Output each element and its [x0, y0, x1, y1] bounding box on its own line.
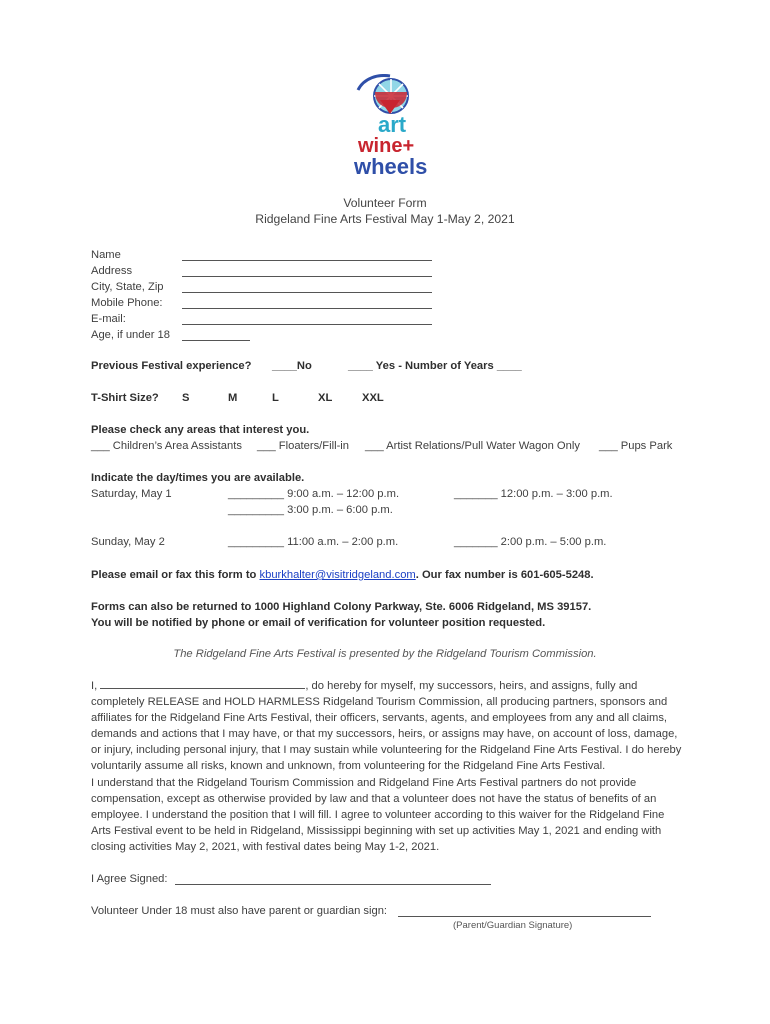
area-floaters[interactable]: ___ Floaters/Fill-in — [257, 440, 350, 452]
sunday-slot-afternoon[interactable]: _______ 2:00 p.m. – 5:00 p.m. — [454, 536, 607, 548]
mobile-field[interactable] — [182, 308, 432, 309]
area-pups-park[interactable]: ___ Pups Park — [599, 440, 673, 452]
address-label: Address — [91, 265, 133, 277]
presented-by: The Ridgeland Fine Arts Festival is presented by the Ridgeland Tourism Commission. — [173, 648, 597, 660]
form-subtitle: Ridgeland Fine Arts Festival May 1-May 2, 2021 — [255, 212, 515, 226]
email-field[interactable] — [182, 324, 432, 325]
return-address-line: Forms can also be returned to 1000 Highland Colony Parkway, Ste. 6006 Ridgeland, MS 39157. — [91, 601, 592, 613]
guardian-signature-caption: (Parent/Guardian Signature) — [453, 920, 573, 931]
address-field[interactable] — [182, 276, 432, 277]
waiver-paragraph-1: , do hereby for myself, my successors, heirs, and assigns, fully and completely RELEASE and HOLD HARMLESS Ridgeland Tourism Commission, all producing partners, sponsors and affiliates for the Ridgeland Fine Arts Festival, their officers, servants, agents, and employees from any and all claims, demands and actions that I may have, or that my successors, heirs, or assigns may have, on account of loss, damage, or injury, including personal injury, that I may sustain while volunteering for the Ridgeland Fine Arts Festival. I do hereby voluntarily assume all risks, known and unknown, from volunteering for the Ridgeland Fine Arts Festival. — [91, 680, 682, 773]
email-label: E-mail: — [91, 313, 126, 325]
wheel-graphic — [358, 76, 408, 114]
waiver-text — [91, 678, 683, 855]
experience-yes-option[interactable]: ____ Yes - Number of Years ____ — [348, 360, 522, 372]
sunday-slot-morning[interactable]: _________ 11:00 a.m. – 2:00 p.m. — [228, 536, 399, 548]
waiver-name-blank[interactable] — [100, 678, 305, 689]
form-title: Volunteer Form — [343, 196, 427, 210]
art-wine-wheels-logo — [350, 74, 430, 178]
contact-pre: Please email or fax this form to — [91, 569, 260, 581]
sunday-label: Sunday, May 2 — [91, 536, 165, 548]
saturday-slot-afternoon[interactable]: _________ 3:00 p.m. – 6:00 p.m. — [228, 504, 393, 516]
saturday-label: Saturday, May 1 — [91, 488, 172, 500]
area-artist-relations[interactable]: ___ Artist Relations/Pull Water Wagon Only — [365, 440, 580, 452]
name-label: Name — [91, 249, 121, 261]
city-field[interactable] — [182, 292, 432, 293]
agree-signed-label: I Agree Signed: — [91, 873, 168, 885]
contact-line — [91, 568, 594, 582]
logo-word-art: art — [378, 112, 407, 137]
tshirt-size-l[interactable]: L — [272, 392, 279, 404]
city-label: City, State, Zip — [91, 281, 164, 293]
waiver-paragraph-2: I understand that the Ridgeland Tourism Commission and Ridgeland Fine Arts Festival partners do not provide compensation, except as otherwise provided by law and that a volunteer does not have the status of benefits of an employee. I understand the position that I will fill. I agree to volunteer according to this waiver for the Ridgeland Fine Arts Festival event to be held in Ridgeland, Mississippi beginning with set up activities May 1, 2021 and ending with closing activities May 2, 2021, with festival dates being May 1-2, 2021. — [91, 776, 665, 853]
area-childrens[interactable]: ___ Children’s Area Assistants — [91, 440, 242, 452]
notification-line: You will be notified by phone or email of verification for volunteer position requested. — [91, 617, 546, 629]
tshirt-label: T-Shirt Size? — [91, 392, 159, 404]
tshirt-size-xxl[interactable]: XXL — [362, 392, 384, 404]
experience-label: Previous Festival experience? — [91, 360, 252, 372]
logo-word-wheels: wheels — [354, 154, 428, 178]
tshirt-size-s[interactable]: S — [182, 392, 190, 404]
saturday-slot-midday[interactable]: _______ 12:00 p.m. – 3:00 p.m. — [454, 488, 613, 500]
age-label: Age, if under 18 — [91, 329, 170, 341]
tshirt-size-xl[interactable]: XL — [318, 392, 333, 404]
tshirt-size-m[interactable]: M — [228, 392, 238, 404]
experience-no-option[interactable]: ____No — [272, 360, 312, 372]
availability-heading: Indicate the day/times you are available. — [91, 472, 305, 484]
name-field[interactable] — [182, 260, 432, 261]
age-field[interactable] — [182, 340, 250, 341]
contact-post: . Our fax number is 601-605-5248. — [415, 569, 594, 581]
guardian-signature-line[interactable] — [398, 916, 651, 917]
contact-email-link[interactable]: kburkhalter@visitridgeland.com — [259, 569, 416, 581]
logo-word-wine: wine+ — [358, 135, 415, 157]
mobile-label: Mobile Phone: — [91, 297, 163, 309]
saturday-slot-morning[interactable]: _________ 9:00 a.m. – 12:00 p.m. — [228, 488, 400, 500]
waiver-start: I, — [91, 680, 101, 692]
agree-signature-line[interactable] — [175, 884, 491, 885]
areas-heading: Please check any areas that interest you. — [91, 424, 310, 436]
guardian-sign-label: Volunteer Under 18 must also have parent or guardian sign: — [91, 905, 388, 917]
